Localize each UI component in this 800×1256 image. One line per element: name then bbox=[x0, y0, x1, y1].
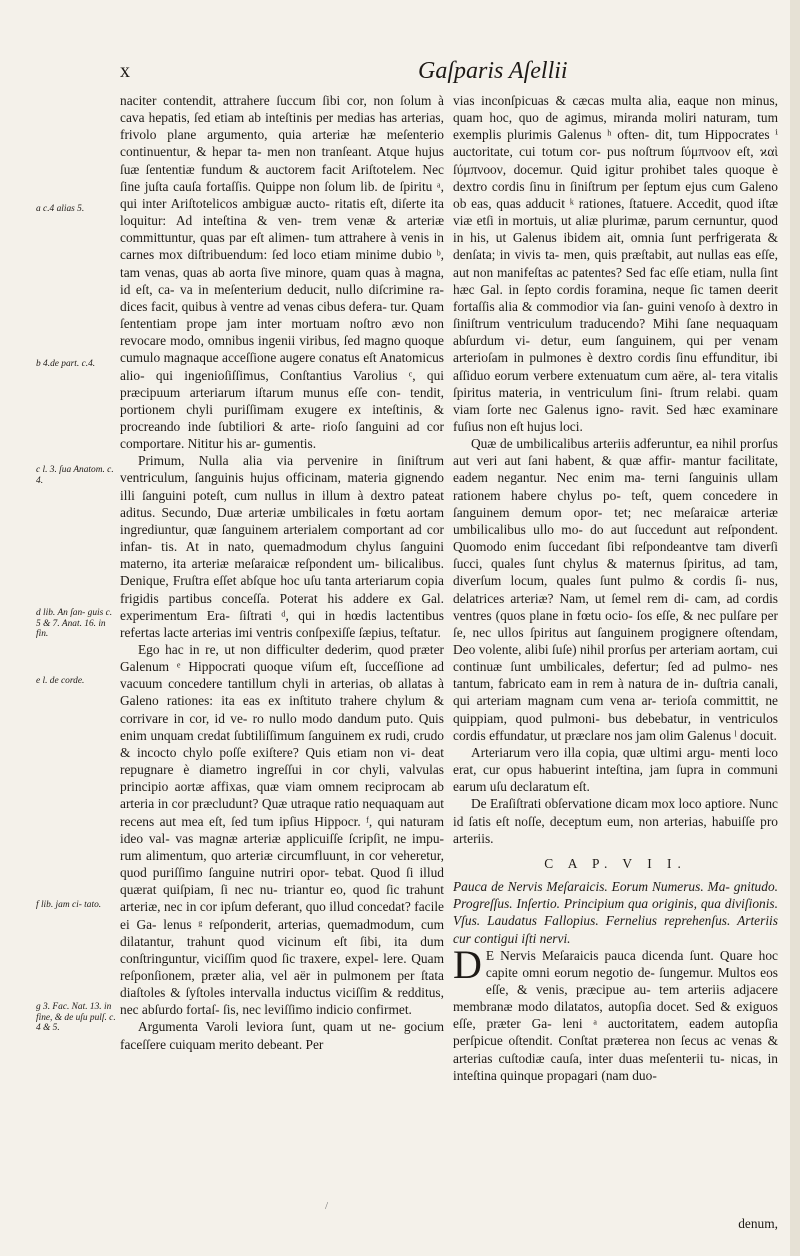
catchword: denum, bbox=[738, 1216, 778, 1231]
chapter-heading: C A P. V I I. bbox=[544, 855, 687, 871]
paragraph: naciter contendit, attrahere ſuccum ſibi cor, non ſolum à cava hepatis, ſed etiam ab inteſtinis per medias has arterias, frivolo plane argumento, quia arteriæ hæ meſenterio continuentur, & hepar ta- men non tranſeant. Atque hujus ſuæ ſententiæ fundum & auctorem facit Ariſtotelem. Nec ſine juſta cauſa fortaſſis. Quippe non ſolum lib. de ſpiritu ᵃ, qui inter Ariſtotelicos ambiguæ aucto- ritatis eſt, diſerte ita loquitur: Ad inteſtina & ven- trem venæ & arteriæ committuntur, quas par eſt alimen- tum attrahere à venis in carnes mox diſtribuendum: ſed loco etiam minime dubio ᵇ, tam venas, quas ab aorta ſive minore, quam quas à magna, id eſt, ca- va in meſenterium deducit, nullo diſcrimine ra- dices facit, quibus à ventre ad venas cibus defera- tur. Quam ſententiam prope jam inter mortuam noſtro ævo non revocare modo, omnibus ingenii viribus, ſed magno quoque cumulo magnaque acceſſione augere conatus eſt Anatomicus alio- qui ingenioſiſſimus, Conſtantius Varolius ᶜ, qui præcipuum arteriarum iſtarum munus eſſe con- tendit, portionem chyli puriſſimam exugere ex inteſtinis, & procreando inde ſubtiliori & arte- rioſo ſanguini ad cor comportare. Nititur his ar- gumentis. bbox=[120, 93, 444, 452]
page-header bbox=[0, 58, 800, 88]
folio: x bbox=[120, 60, 130, 82]
margin-note: a c.4 alias 5. bbox=[36, 204, 85, 214]
margin-note: b 4.de part. c.4. bbox=[36, 359, 96, 369]
margin-note: e l. de corde. bbox=[36, 676, 85, 686]
margin-note: g 3. Fac. Nat. 13. in fine, & de uſu pulſ. c. 4 & 5. bbox=[36, 1002, 116, 1033]
paragraph: Ego hac in re, ut non difficulter dederim, quod præter Galenum ᵉ Hippocrati quoque viſum eſt, ſucceſſione ad vacuum concedere tantillum chyli in arterias, ob allatas à Galeno rationes: ita eas ex inſtituto trahere chylum & corrivare in cor, id ve- ro nullo modo dandum puto. Quis enim unquam credat ſubtiliſſimum ſanguinem ex rudi, crudo & incocto chylo poſſe exiſtere? Quis etiam non vi- deat repugnare è diametro ingreſſui in cor chyli, valvulas principio aortæ affixas, quæ viam omnem reciprocam ab arteria in cor præcludunt? Quæ utraque ratio nequaquam aut recens aut mea eſt, ſed tum ipſius Hippocr. ᶠ, qui naturam ideo val- vas magnæ arteriæ applicuiſſe ſcripſit, ne impu- rum alimentum, quo arteriæ circumfluunt, in cor veheretur, quod puriſſimo ſanguine nutriri opor- tebat. Quod ſi illud quærat quiſpiam, ſi nec nu- triantur eo, quod ſic trahunt arteriæ, nec in cor ipſum deferant, quo illud concedat? facile ei Ga- lenus ᵍ reſponderit, arterias, quemadmodum, cum dilatantur, trahunt quod vicinum eſt ſibi, ita dum conſtringuntur, viciſſim quod ſic traxere, expel- lere. Quam reſponſionem, præter alia, vel aër in pulmonem per ſtata diaſtoles & ſyſtoles intervalla inductus viciſſim & redditus, nec abſurdo fortaſ- ſis, nec leviſſimo indicio confirmet. bbox=[120, 642, 444, 1018]
margin-note: f lib. jam ci- tato. bbox=[36, 900, 102, 910]
margin-note: c l. 3. ſua Anatom. c. 4. bbox=[36, 465, 114, 486]
paragraph: vias inconſpicuas & cæcas multa alia, eaque non minus, quam hoc, quo de agimus, miranda moliri naturam, tum exemplis plurimis Galenus ʰ often- dit, tum Hippocrates ⁱ auctoritate, cui totum cor- pus noſtrum ſύμπνοον eſt, ϰαὶ ſύμπνοον, docemur. Quid igitur prohibet tales quoque è dextro cordis ſinu in ſiniſtrum per ſeptum ejus cum Galeno ob eas, quas adducit ᵏ rationes, ſtatuere. Accedit, quod iſtæ viæ etſi in mortuis, ut aliæ plurimæ, parum cernuntur, quod in his, ut Galenus ibidem ait, omnia ſunt perfrigerata & denſata; in vivis ta- men, quis præſtabit, aut nullas eas eſſe, aut non manifeſtas ac patentes? Sed fac eſſe etiam, nulla ſint hæc Gal. in ſepto cordis foramina, neque ſic tamen deerit fortaſſis alia & commodior via ſan- guini venoſo à dextro in ſiniſtrum ventriculum traducendo? Mihi ſane nequaquam abſurdum vi- detur, eum ſanguinem, qui per venam arterioſam in pulmones è dextro cordis ſinu effunditur, ibi aſſiduo eorum verbere extenuatum cum aëre, al- tera vitalis ſpiritus materia, in ventriculum ſini- ſtrum relabi. quam viam ſorte nec Galenus igno- ravit. Sed hæc examinare fuſius non eſt hujus loci. bbox=[453, 93, 778, 434]
paragraph: Quæ de umbilicalibus arteriis adferuntur, ea nihil prorſus aut veri aut ſani habent, & quæ affir- mantur facilitate, eadem negantur. Nec enim ma- terni ſanguinis ullam rationem habere chylus po- teſt, quem concedere in ſanguinem demum opor- tet; nec meſaraicæ arteriæ umbilicalibus ullo mo- do aut ſuccedunt aut reſpondent. Quomodo enim ſuccedant ſibi reſpondeantve tam diverſi ſucci, quales ſunt chylus & maternus ſpiritus, ad tam, diverſum locum, quales ſunt pulmo & cordis ſi- nus, delatrices arteriæ? Nam, ut ſemel rem di- cam, ad cordis ventres (quos plane in fœtu ocio- ſos eſſe, & nec pulſare per ſe, nec ullos ſpiritus aut ſanguinem progignere oſtendam, Deo volente, alibi ſuſe) nihil prorſus per arteriam aortam, cui continuæ ſunt umbilicales, defertur; ſed ad pulmo- nes tantum, fabricato eam in rem à natura de in- duſtria canali, qui arteriam magnam cum vena ar- terioſa committit, ne quippiam, quod pulmoni- bus debebatur, in ventriculos cordis effundatur, ut præclare nos jam olim Galenus ˡ docuit. bbox=[453, 436, 778, 743]
paragraph: De Eraſiſtrati obſervatione dicam mox loco aptiore. Nunc id ſatis eſt noſſe, deceptum eum, non arterias, habuiſſe pro arteriis. bbox=[453, 796, 778, 846]
margin-note: d lib. An ſan- guis c. 5 & 7. Anat. 16. in fin. bbox=[36, 608, 113, 639]
chapter-body bbox=[453, 941, 778, 1084]
chapter-body-text: E Nervis Meſaraicis pauca dicenda ſunt. Quare hoc capite omni eorum negotio de- ſungemur. Multos eos eſſe, & venis, præcipue au- tem arteriis adjacere membranæ modo dilatatos, autopſia docet. Sed & exiguos eſſe, præter Ga- leni ᵃ auctoritatem, eadem autopſia perſpicue oſtendit. Conſtat præterea non ſecus ac venas & arterias cuſtodiæ cauſa, inter duas meſenterii tu- nicas, in inteſtina quinque propagari (nam duo- bbox=[453, 947, 778, 1083]
chapter-summary: Pauca de Nervis Meſaraicis. Eorum Numerus. Ma- gnitudo. Progreſſus. Inſertio. Principium qua originis, qua diviſionis. Vſus. Laudatus Fallopius. Fernelius reprehenſus. Arteriis cur contigui iſti nervi. bbox=[453, 879, 778, 946]
running-title: Gaſparis Aſellii bbox=[418, 58, 568, 84]
page-edge bbox=[790, 0, 800, 1256]
right-column bbox=[453, 92, 778, 1084]
paragraph: Argumenta Varoli leviora ſunt, quam ut ne- gocium faceſſere cuiquam merito debeant. Per bbox=[120, 1019, 444, 1052]
paragraph: Primum, Nulla alia via pervenire in ſiniſtrum ventriculum, ſanguinis hujus officinam, materia gignendo illi ſanguini poteſt, cum nullus in illum à dextro pateat aditus. Secundo, Duæ arteriæ umbilicales in fœtu aortam ingrediuntur, quæ ſanguinem arterialem comportant ad cor infan- tis. At in nato, quemadmodum chylus ſanguini materno, ita arteriæ meſaraicæ reſpondent um- bilicalibus. Denique, Fruſtra eſſet abſque hoc uſu tanta arteriarum copia frigidis partibus conceſſa. Poterat his addere ex Gal. experimentum Era- ſiſtrati ᵈ, qui in hœdis lactentibus refertas lacte arterias imi ventris conſpexiſſe ſæpius, teſtatur. bbox=[120, 453, 444, 640]
drop-capital: D bbox=[453, 941, 482, 987]
left-column bbox=[120, 92, 444, 1053]
paragraph: Arteriarum vero illa copia, quæ ultimi argu- menti loco erat, cur opus habuerint inteſtina, jam ſupra in communi earum uſu declaratum eſt. bbox=[453, 744, 778, 795]
stray-mark: / bbox=[325, 1200, 329, 1212]
